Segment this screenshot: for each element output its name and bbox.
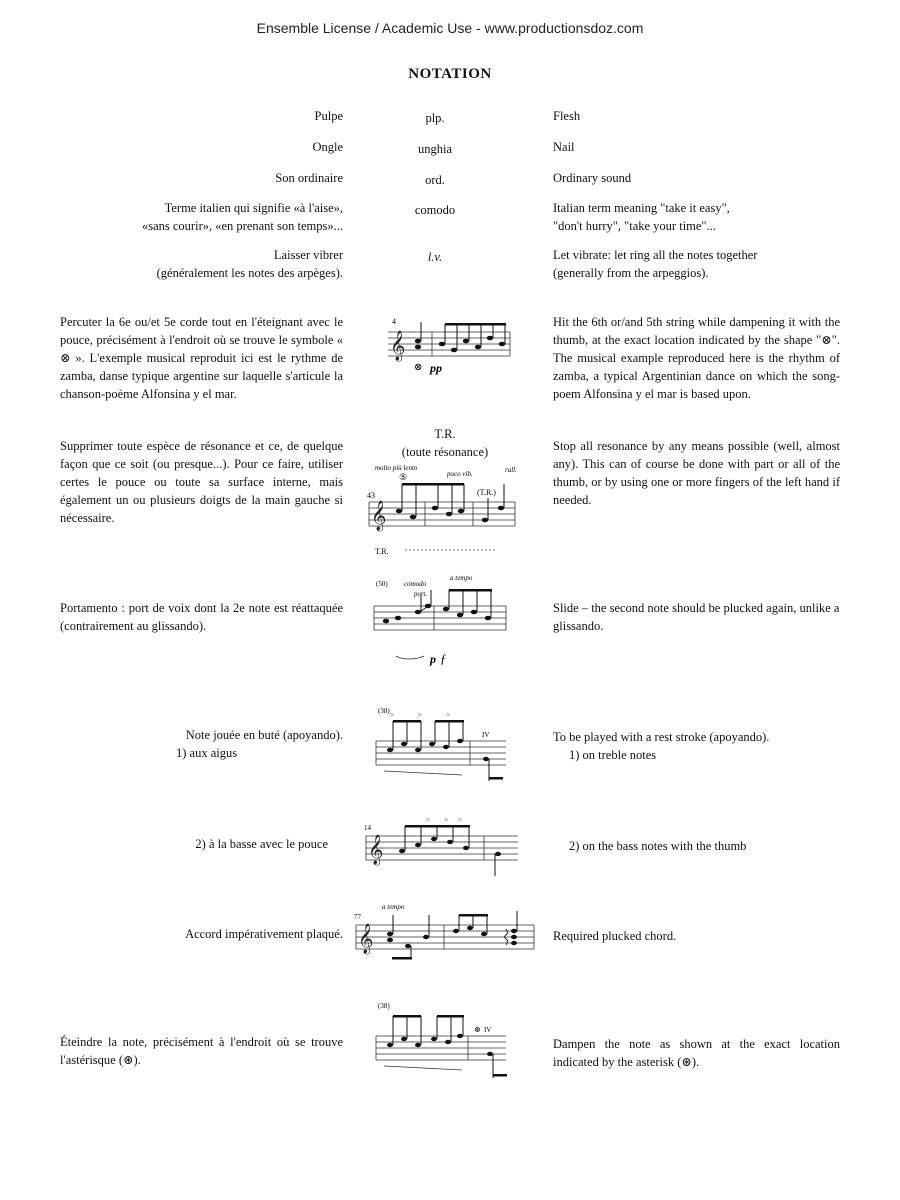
svg-text:IV: IV xyxy=(482,731,490,739)
svg-text:14: 14 xyxy=(364,824,371,832)
svg-text:(38): (38) xyxy=(378,1002,390,1010)
svg-text:>: > xyxy=(446,711,450,719)
music-example-apoyando-treble xyxy=(372,703,512,785)
technique-dampen-en: Dampen the note as shown at the exact location indicated by the asterisk (⊛). xyxy=(553,1037,840,1069)
term-abbr-lv: l.v. xyxy=(427,250,443,264)
svg-text:⊗: ⊗ xyxy=(414,362,423,373)
svg-text:⑤: ⑤ xyxy=(399,472,408,482)
term-abbr-ord: ord. xyxy=(425,173,445,187)
svg-text:port.: port. xyxy=(414,590,428,598)
tr-symbol-desc: (toute résonance) xyxy=(401,445,489,459)
technique-apoyando-fr: Note jouée en buté (apoyando). 1) aux aigus xyxy=(176,728,343,760)
music-example-dampen xyxy=(372,998,512,1082)
technique-tr-en: Stop all resonance by any means possible (well, almost any). This can of course be done with part or all of the thumb, or by using one or more fingers of the left hand if needed. xyxy=(553,439,840,507)
page-header: Ensemble License / Academic Use - www.productionsdoz.com xyxy=(256,20,644,36)
technique-apoyando-en: To be played with a rest stroke (apoyando). 1) on treble notes xyxy=(553,730,770,762)
technique-tr-fr: Supprimer toute espèce de résonance et ce, de quelque façon que ce soit (ou presque...). Pour ce faire, utiliser certes le pouce ou toute sa surface interne, mais également un ou plusieurs doigts de la main gauche si nécessaire. xyxy=(60,439,343,525)
technique-portamento-fr: Portamento : port de voix dont la 2e note est réattaquée (contrairement au glissando). xyxy=(60,601,343,633)
svg-text:>: > xyxy=(426,816,430,824)
dynamics-pp: pp xyxy=(430,361,442,375)
svg-text:comodo: comodo xyxy=(404,580,427,588)
svg-text:>: > xyxy=(458,816,462,824)
term-en-flesh: Flesh xyxy=(553,109,581,123)
term-en-ordinary-sound: Ordinary sound xyxy=(553,171,632,185)
term-en-let-vibrate: Let vibrate: let ring all the notes together (generally from the arpeggios). xyxy=(553,248,758,280)
term-fr-laisser-vibrer: Laisser vibrer (généralement les notes des arpèges). xyxy=(156,248,343,280)
svg-text:(38): (38) xyxy=(378,707,390,715)
term-fr-comodo: Terme italien qui signifie «à l'aise», «sans courir», «en prenant son temps»... xyxy=(141,201,343,233)
term-en-comodo: Italian term meaning "take it easy", "don't hurry", "take your time"... xyxy=(553,201,730,233)
music-example-portamento xyxy=(368,568,513,668)
dynamics-p: p xyxy=(430,652,436,666)
svg-text:43: 43 xyxy=(367,491,375,500)
svg-text:𝄞: 𝄞 xyxy=(358,924,374,953)
svg-text:rall.: rall. xyxy=(505,466,517,474)
svg-text:molto più lento: molto più lento xyxy=(375,464,418,472)
technique-apoyando-bass-en: 2) on the bass notes with the thumb xyxy=(569,839,747,853)
term-fr-son-ordinaire: Son ordinaire xyxy=(275,171,343,185)
svg-text:77: 77 xyxy=(354,913,361,921)
music-example-apoyando-bass xyxy=(362,812,522,884)
svg-text:𝄞: 𝄞 xyxy=(371,501,387,530)
svg-text:𝄞: 𝄞 xyxy=(368,835,384,864)
music-example-percussion xyxy=(370,310,520,392)
svg-text:⊛: ⊛ xyxy=(474,1025,481,1034)
term-abbr-plp: plp. xyxy=(425,111,445,125)
technique-portamento-en: Slide – the second note should be plucked again, unlike a glissando. xyxy=(553,601,840,633)
term-fr-pulpe: Pulpe xyxy=(314,109,343,123)
svg-text:>: > xyxy=(444,816,448,824)
svg-text:a tempo: a tempo xyxy=(382,903,405,911)
svg-text:>: > xyxy=(418,711,422,719)
svg-text:ƒ: ƒ xyxy=(440,651,447,666)
svg-text:𝄞: 𝄞 xyxy=(390,331,406,360)
page-title: NOTATION xyxy=(408,66,492,82)
term-abbr-comodo: comodo xyxy=(414,203,456,217)
svg-text:>: > xyxy=(390,711,394,719)
technique-percussion-fr: Percuter la 6e ou/et 5e corde tout en l'éteignant avec le pouce, précisément à l'endroit où se trouve le symbole « ⊗ ». L'exemple musical reproduit ici est le rythme de zamba, danse typique argentine sur laquelle s'articule la chanson-poème Alfonsina y el mar. xyxy=(60,315,343,401)
music-example-plucked-chord xyxy=(352,897,538,969)
svg-text:IV: IV xyxy=(484,1026,492,1034)
technique-dampen-fr: Éteindre la note, précisément à l'endroit où se trouve l'astérisque (⊛). xyxy=(60,1035,343,1067)
term-en-nail: Nail xyxy=(553,140,575,154)
svg-text:T.R.: T.R. xyxy=(375,547,389,556)
technique-plucked-chord-en: Required plucked chord. xyxy=(553,929,677,943)
technique-percussion-en: Hit the 6th or/and 5th string while dampening it with the thumb, at the exact location indicated by the shape "⊗". The musical example reproduced here is the rhythm of zamba, a typical Argentinian dance on which the song-poem Alfonsina y el mar is based upon. xyxy=(553,315,840,401)
svg-text:(T.R.): (T.R.) xyxy=(477,488,496,497)
svg-text:4: 4 xyxy=(392,317,396,326)
term-abbr-unghia: unghia xyxy=(417,142,453,156)
term-fr-ongle: Ongle xyxy=(312,140,343,154)
tr-symbol: T.R. xyxy=(434,427,456,441)
svg-text:poco vib.: poco vib. xyxy=(447,470,473,478)
svg-text:(50): (50) xyxy=(376,580,388,588)
technique-plucked-chord-fr: Accord impérativement plaqué. xyxy=(185,927,343,941)
technique-apoyando-bass-fr: 2) à la basse avec le pouce xyxy=(195,837,328,851)
svg-text:a tempo: a tempo xyxy=(450,574,473,582)
music-example-tr xyxy=(365,462,525,560)
